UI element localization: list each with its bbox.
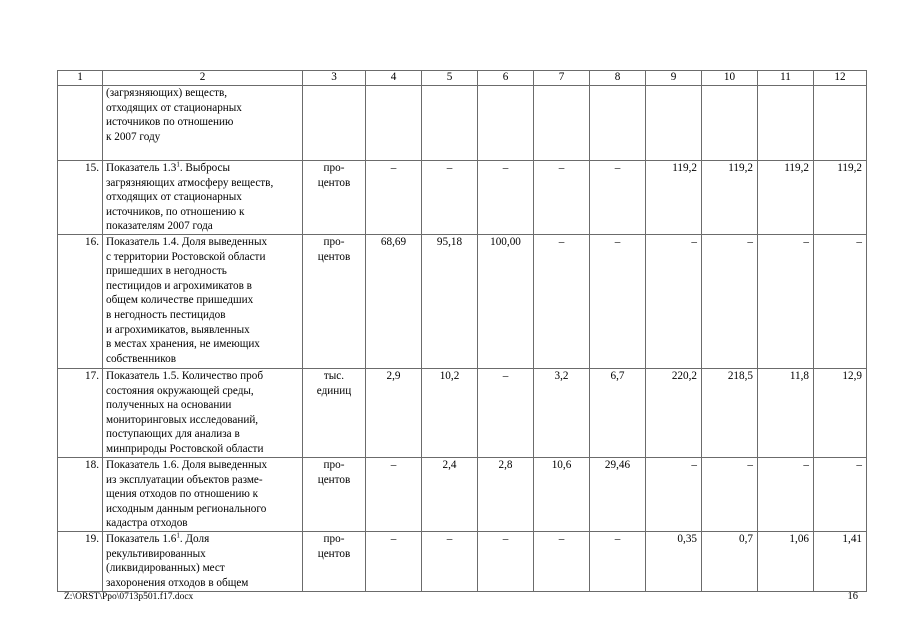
footnote-marker: 1 bbox=[176, 531, 180, 540]
unit-cell: про- центов bbox=[303, 531, 366, 591]
table-row bbox=[58, 234, 867, 368]
column-number-11: 11 bbox=[758, 71, 814, 86]
value-cell: – bbox=[646, 457, 702, 531]
column-number-9: 9 bbox=[646, 71, 702, 86]
value-cell: 2,8 bbox=[478, 457, 534, 531]
table-row bbox=[58, 457, 867, 531]
unit-cell: про- центов bbox=[303, 234, 366, 368]
page-number: 16 bbox=[847, 591, 858, 602]
value-cell: – bbox=[590, 531, 646, 591]
value-cell: 0,35 bbox=[646, 531, 702, 591]
column-number-4: 4 bbox=[366, 71, 422, 86]
column-number-7: 7 bbox=[534, 71, 590, 86]
row-number-cell: 17. bbox=[58, 368, 103, 457]
value-cell: – bbox=[366, 531, 422, 591]
value-cell: – bbox=[534, 161, 590, 235]
value-cell: – bbox=[422, 531, 478, 591]
unit-cell: про- центов bbox=[303, 457, 366, 531]
indicator-name-cell bbox=[103, 161, 303, 235]
column-number-6: 6 bbox=[478, 71, 534, 86]
column-number-row bbox=[58, 71, 867, 86]
indicator-name-text: Показатель 1.6. Доля выведенных из эксплуатации объектов разме- щения отходов по отношению к исходным данным регионального кадастра отходов bbox=[106, 458, 268, 530]
indicator-name-text-cont: . Доля рекультивированных (ликвидированных) мест захоронения отходов в общем bbox=[106, 532, 249, 589]
value-cell: – bbox=[758, 234, 814, 368]
value-cell: – bbox=[478, 161, 534, 235]
indicator-name-text: Показатель 1.6 bbox=[106, 532, 177, 545]
value-cell: – bbox=[534, 531, 590, 591]
unit-cell: тыс. единиц bbox=[303, 368, 366, 457]
indicator-name-cell bbox=[103, 531, 303, 591]
value-cell bbox=[534, 86, 590, 161]
indicator-name-cell: (загрязняющих) веществ, отходящих от стационарных источников по отношению к 2007 году bbox=[103, 86, 303, 161]
value-cell: – bbox=[702, 234, 758, 368]
column-number-1: 1 bbox=[58, 71, 103, 86]
indicator-name-text: Показатель 1.4. Доля выведенных с территории Ростовской области пришедших в негодность пестицидов и агрохимикатов в общем количестве пришедших в негодность пестицидов и агрохимикатов, выявленных в местах хранения, не имеющих собственников bbox=[106, 235, 268, 365]
value-cell: – bbox=[534, 234, 590, 368]
indicator-name-cell bbox=[103, 234, 303, 368]
value-cell bbox=[702, 86, 758, 161]
indicator-name-text-cont: . Выбросы загрязняющих атмосферу веществ, отходящих от стационарных источников, по отношению к показателям 2007 года bbox=[106, 162, 274, 233]
value-cell: – bbox=[590, 234, 646, 368]
file-path-footer: Z:\ORST\Ppo\0713p501.f17.docx bbox=[64, 592, 194, 602]
value-cell bbox=[366, 86, 422, 161]
value-cell: – bbox=[814, 234, 867, 368]
indicator-name-text: Показатель 1.3 bbox=[106, 162, 177, 174]
value-cell: – bbox=[758, 457, 814, 531]
value-cell: – bbox=[422, 161, 478, 235]
unit-cell bbox=[303, 86, 366, 161]
value-cell bbox=[478, 86, 534, 161]
value-cell bbox=[422, 86, 478, 161]
indicator-name-text: Показатель 1.5. Количество проб состояния окружающей среды, полученных на основании мониторинговых исследований, поступающих для анализа в минприроды Ростовской области bbox=[106, 369, 264, 455]
indicator-name-cell bbox=[103, 457, 303, 531]
value-cell bbox=[646, 86, 702, 161]
value-cell: 12,9 bbox=[814, 368, 867, 457]
row-number-cell bbox=[58, 86, 103, 161]
value-cell: – bbox=[590, 161, 646, 235]
value-cell: 1,41 bbox=[814, 531, 867, 591]
value-cell: 100,00 bbox=[478, 234, 534, 368]
value-cell: 119,2 bbox=[702, 161, 758, 235]
value-cell: 119,2 bbox=[646, 161, 702, 235]
value-cell: 119,2 bbox=[758, 161, 814, 235]
column-number-10: 10 bbox=[702, 71, 758, 86]
value-cell: 10,6 bbox=[534, 457, 590, 531]
value-cell: 1,06 bbox=[758, 531, 814, 591]
column-number-5: 5 bbox=[422, 71, 478, 86]
value-cell: – bbox=[702, 457, 758, 531]
table-row bbox=[58, 161, 867, 235]
value-cell: 95,18 bbox=[422, 234, 478, 368]
value-cell: – bbox=[646, 234, 702, 368]
row-number-cell: 18. bbox=[58, 457, 103, 531]
footnote-marker: 1 bbox=[176, 160, 180, 169]
value-cell: – bbox=[478, 368, 534, 457]
value-cell bbox=[758, 86, 814, 161]
column-number-12: 12 bbox=[814, 71, 867, 86]
value-cell: 2,9 bbox=[366, 368, 422, 457]
value-cell: 6,7 bbox=[590, 368, 646, 457]
value-cell: 3,2 bbox=[534, 368, 590, 457]
column-number-8: 8 bbox=[590, 71, 646, 86]
table-row-continuation bbox=[58, 86, 867, 161]
value-cell bbox=[814, 86, 867, 161]
row-number-cell: 19. bbox=[58, 531, 103, 591]
value-cell: 218,5 bbox=[702, 368, 758, 457]
value-cell: 119,2 bbox=[814, 161, 867, 235]
value-cell: 0,7 bbox=[702, 531, 758, 591]
row-number-cell: 16. bbox=[58, 234, 103, 368]
value-cell: 68,69 bbox=[366, 234, 422, 368]
row-number-cell: 15. bbox=[58, 161, 103, 235]
value-cell: – bbox=[478, 531, 534, 591]
value-cell: – bbox=[366, 161, 422, 235]
value-cell: 11,8 bbox=[758, 368, 814, 457]
unit-cell: про- центов bbox=[303, 161, 366, 235]
indicator-name-cell bbox=[103, 368, 303, 457]
column-number-3: 3 bbox=[303, 71, 366, 86]
value-cell: 29,46 bbox=[590, 457, 646, 531]
value-cell: – bbox=[814, 457, 867, 531]
value-cell: – bbox=[366, 457, 422, 531]
column-number-2: 2 bbox=[103, 71, 303, 86]
indicators-table bbox=[57, 70, 867, 592]
value-cell: 10,2 bbox=[422, 368, 478, 457]
table-row bbox=[58, 368, 867, 457]
table-row bbox=[58, 531, 867, 591]
value-cell bbox=[590, 86, 646, 161]
value-cell: 220,2 bbox=[646, 368, 702, 457]
value-cell: 2,4 bbox=[422, 457, 478, 531]
